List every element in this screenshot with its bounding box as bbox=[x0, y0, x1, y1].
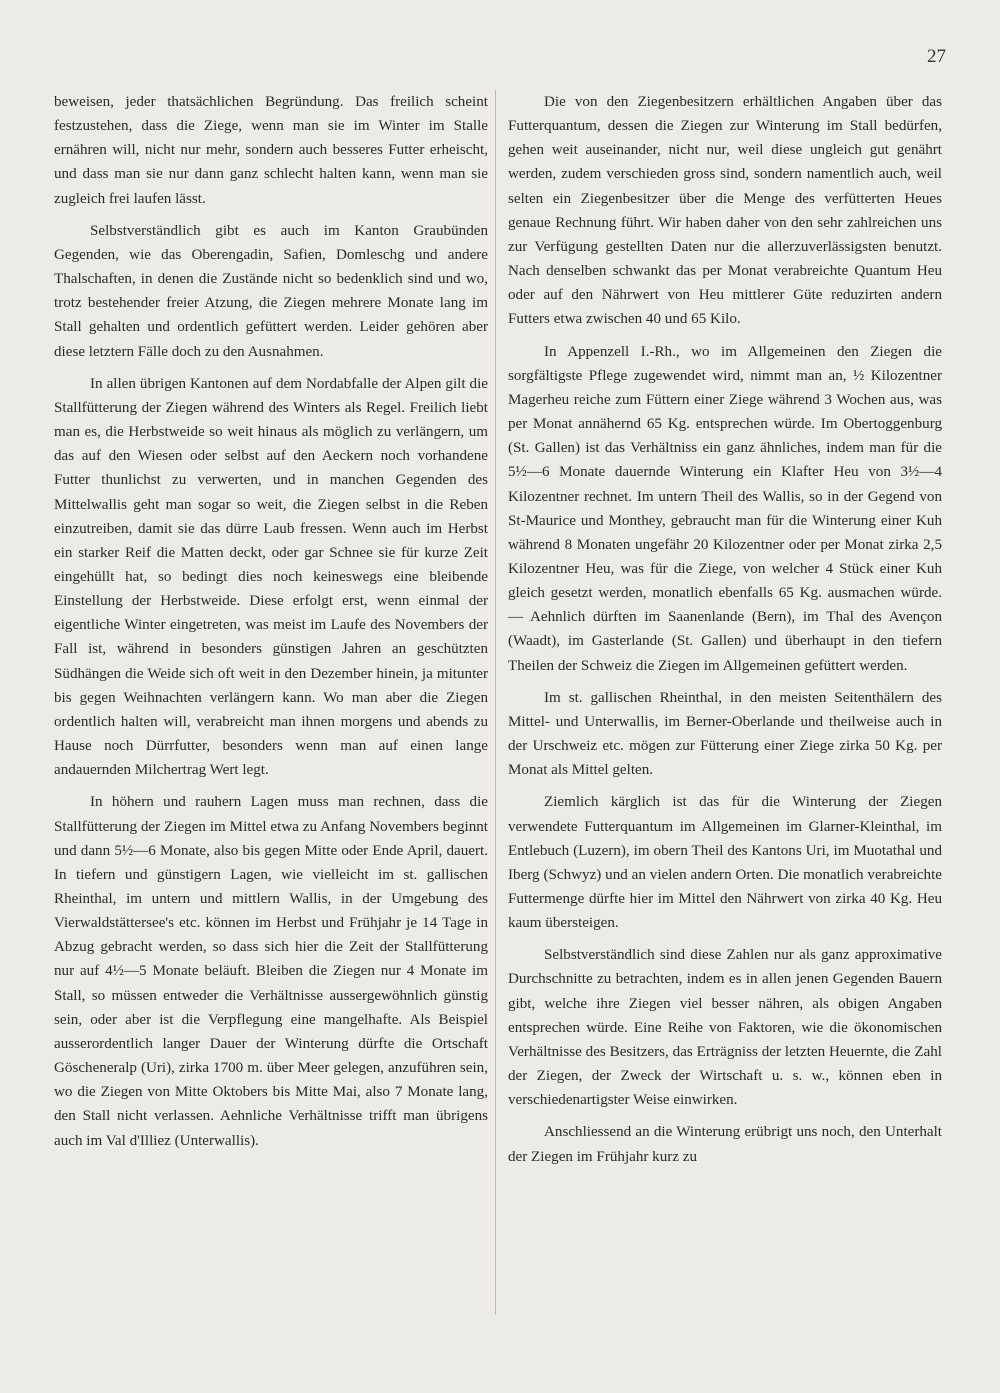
column-divider bbox=[495, 90, 496, 1315]
page-number: 27 bbox=[927, 46, 946, 67]
right-column bbox=[508, 90, 942, 1177]
left-column bbox=[54, 90, 488, 1161]
paragraph: Ziemlich kärglich ist das für die Winterung der Ziegen verwendete Futterquantum im Allgemeinen im Glarner-Kleinthal, im Entlebuch (Luzern), im obern Theil des Kantons Uri, im Muotathal und Iberg (Schwyz) und an vielen andern Orten. Die monatlich verabreichte Futtermenge dürfte hier im Mittel den Nährwert von zirka 40 Kg. Heu kaum übersteigen. bbox=[508, 794, 942, 932]
paragraph: In allen übrigen Kantonen auf dem Nordabfalle der Alpen gilt die Stallfütterung der Ziegen während des Winters als Regel. Freilich liebt man es, die Herbstweide so weit hinaus als möglich zu verlängern, um das auf den Wiesen oder selbst auf den Aeckern noch vorhandene Futter thunlichst zu verwerten, und in manchen Gegenden des Mittelwallis geht man sogar so weit, die Ziegen selbst in die Reben einzutreiben, damit sie das dürre Laub fressen. Wenn auch im Herbst ein starker Reif die Matten deckt, oder gar Schnee sie für kurze Zeit eingehüllt hat, so bedingt dies noch keineswegs eine bleibende Einstellung der Herbstweide. Diese erfolgt erst, wenn einmal der eigentliche Winter eingetreten, was meist im Laufe des Novembers der Fall ist, während in besonders günstigen Jahren an geschützten Südhängen die Weide sich oft weit in den Dezember hinein, ja mitunter bis gegen Weihnachten verlängern kann. Wo man aber die Ziegen ordentlich halten will, verabreicht man ihnen morgens und abends zu Hause noch Dürrfutter, besonders wenn man auf einen lange andauernden Milchertrag Wert legt. bbox=[54, 375, 488, 779]
paragraph: Selbstverständlich sind diese Zahlen nur als ganz approximative Durchschnitte zu betrachten, indem es in allen jenen Gegenden Bauern gibt, welche ihre Ziegen viel besser nähren, als obigen Angaben entsprechen würde. Eine Reihe von Faktoren, wie die ökonomischen Verhältnisse des Besitzers, das Erträgniss der letzten Heuernte, die Zahl der Ziegen, der Zweck der Wirtschaft u. s. w., können eben in verschiedenartigster Weise einwirken. bbox=[508, 947, 942, 1109]
paragraph: Selbstverständlich gibt es auch im Kanton Graubünden Gegenden, wie das Oberengadin, Safien, Domleschg und andere Thalschaften, in denen die Zustände nicht so bedenklich sind und wo, trotz bestehender freier Atzung, die Ziegen mehrere Monate lang im Stall gehalten und ordentlich gefüttert werden. Leider gehören aber diese letztern Fälle doch zu den Ausnahmen. bbox=[54, 222, 488, 360]
paragraph: In höhern und rauhern Lagen muss man rechnen, dass die Stallfütterung der Ziegen im Mittel etwa zu Anfang Novembers beginnt und dann 5½—6 Monate, also bis gegen Mitte oder Ende April, dauert. In tiefern und günstigern Lagen, wie vielleicht im st. gallischen Rheinthal, im untern und mittlern Wallis, in der Umgebung des Vierwaldstättersee's etc. können im Herbst und Frühjahr je 14 Tage in Abzug gebracht werden, so dass sich hier die Zeit der Stallfütterung nur auf 4½—5 Monate beläuft. Bleiben die Ziegen nur 4 Monate im Stall, so müssen entweder die Verhältnisse aussergewöhnlich günstig sein, oder aber ist die Verpflegung eine mangelhafte. Als Beispiel ausserordentlich langer Dauer der Winterung dürfte die Ortschaft Göscheneralp (Uri), zirka 1700 m. über Meer gelegen, anzuführen sein, wo die Ziegen von Mitte Oktobers bis Mitte Mai, also 7 Monate lang, den Stall nicht verlassen. Aehnliche Verhältnisse trifft man übrigens auch im Val d'Illiez (Unterwallis). bbox=[54, 794, 488, 1149]
paragraph: In Appenzell I.-Rh., wo im Allgemeinen den Ziegen die sorgfältigste Pflege zugewendet wird, nimmt man an, ½ Kilozentner Magerheu reiche zum Füttern einer Ziege während 3 Wochen aus, was per Monat annähernd 65 Kg. entsprechen würde. Im Obertoggenburg (St. Gallen) ist das Verhältniss ein ganz ähnliches, indem man für die 5½—6 Monate dauernde Winterung ein Klafter Heu von 3½—4 Kilozentner rechnet. Im untern Theil des Wallis, so in der Gegend von St-Maurice und Monthey, gebraucht man für die Winterung einer Kuh während 8 Monaten ungefähr 20 Kilozentner oder per Monat zirka 2,5 Kilozentner Heu, was für die Ziege, von welcher 4 Stück einer Kuh gleich gesetzt werden, monatlich ebenfalls 65 Kg. ausmachen würde. — Aehnlich dürften im Saanenlande (Bern), im Thal des Avençon (Waadt), im Gasterlande (St. Gallen) und überhaupt in den tiefern Theilen der Schweiz die Ziegen im Allgemeinen gefüttert werden. bbox=[508, 343, 942, 674]
paragraph: Die von den Ziegenbesitzern erhältlichen Angaben über das Futterquantum, dessen die Ziegen zur Winterung im Stall bedürfen, gehen weit auseinander, nicht nur, weil diese ungleich gut genährt werden, zudem verschieden gross sind, sondern namentlich auch, weil selten ein Ziegenbesitzer über die Menge des verfütterten Heues genaue Rechnung führt. Wir haben daher von den sehr zahlreichen uns zur Verfügung gestellten Daten nur die allerzuverlässigsten benutzt. Nach denselben schwankt das per Monat verabreichte Quantum Heu oder auf den Nährwert von Heu mittlerer Güte reduzirten andern Futters etwa zwischen 40 und 65 Kilo. bbox=[508, 94, 942, 328]
paragraph: Im st. gallischen Rheinthal, in den meisten Seitenthälern des Mittel- und Unterwallis, im Berner-Oberlande und theilweise auch in der Urschweiz etc. mögen zur Fütterung einer Ziege zirka 50 Kg. per Monat als Mittel gelten. bbox=[508, 689, 942, 779]
paragraph: beweisen, jeder thatsächlichen Begründung. Das freilich scheint festzustehen, dass die Ziege, wenn man sie im Winter im Stalle ernähren will, nicht nur mehr, sondern auch besseres Futter erheischt, und dass man sie nur dann ganz schlecht halten kann, wenn man sie zugleich frei laufen lässt. bbox=[54, 94, 488, 207]
paragraph: Anschliessend an die Winterung erübrigt uns noch, den Unterhalt der Ziegen im Frühjahr kurz zu bbox=[508, 1124, 942, 1165]
